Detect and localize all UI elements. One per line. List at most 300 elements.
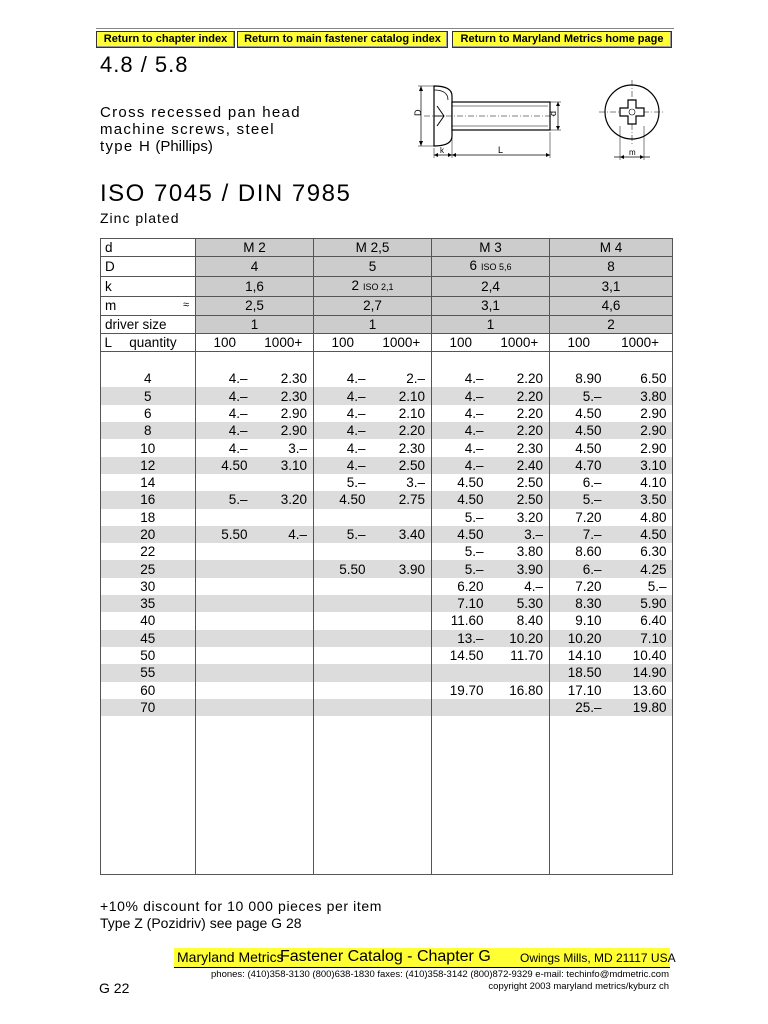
qty-1000-header: 1000+ [372, 333, 432, 351]
price-100-cell: 4.– [196, 439, 254, 456]
price-row [101, 509, 673, 526]
length-cell: 35 [101, 595, 196, 612]
spec-label-text: d [105, 240, 113, 256]
length-cell: 18 [140, 509, 156, 525]
price-1000-cell [372, 682, 432, 699]
spec-value [314, 239, 432, 257]
price-row [101, 578, 673, 595]
price-row [101, 647, 673, 664]
copyright: copyright 2003 maryland metrics/kyburz ch [488, 981, 669, 992]
spec-value-text: 2 [351, 278, 360, 294]
price-1000-cell: 2.30 [516, 440, 544, 456]
pozidriv-note: Type Z (Pozidriv) see page G 28 [100, 915, 302, 931]
price-1000-cell [254, 560, 314, 577]
footer-bar [174, 948, 676, 968]
price-100-cell [432, 664, 490, 681]
price-100-cell: 4.– [314, 370, 372, 387]
price-1000-cell: 3.80 [608, 387, 673, 404]
price-100-cell: 7.10 [432, 595, 490, 612]
spec-value-text: 4 [250, 259, 259, 275]
price-100-cell: 14.10 [550, 647, 608, 664]
spec-label [101, 257, 196, 277]
price-1000-cell: 4.– [524, 578, 544, 594]
price-1000-cell: 10.40 [632, 648, 667, 664]
price-1000-cell [254, 474, 314, 491]
top-navigation-bar [96, 28, 674, 49]
spec-label-text: driver size [105, 316, 167, 332]
price-1000-cell [372, 543, 432, 560]
price-100-cell: 4.50 [432, 526, 490, 543]
price-1000-cell: 14.90 [608, 664, 673, 681]
description-line-1: Cross recessed pan head [100, 104, 301, 121]
price-1000-cell: 2.20 [490, 422, 550, 439]
price-100-cell: 4.50 [432, 474, 490, 491]
length-cell: 6 [143, 405, 152, 421]
price-row [101, 422, 673, 439]
spec-value [432, 297, 550, 315]
price-100-cell: 13.– [432, 630, 490, 647]
qty-1000-header: 1000+ [608, 333, 673, 351]
qty-100-header: 100 [196, 333, 254, 351]
price-1000-cell [254, 543, 314, 560]
length-quantity-header [101, 333, 196, 351]
spec-iso-note: ISO 5,6 [481, 262, 512, 273]
spec-value [314, 277, 432, 297]
price-1000-cell [254, 682, 314, 699]
price-100-cell [196, 543, 254, 560]
length-cell: 30 [140, 578, 156, 594]
price-1000-cell: 19.80 [608, 699, 673, 716]
price-100-cell [196, 664, 254, 681]
price-100-cell [314, 509, 372, 526]
price-100-cell: 4.50 [550, 439, 608, 456]
price-1000-cell: 2.20 [516, 405, 544, 421]
price-1000-cell: 3.40 [372, 526, 432, 543]
price-100-cell [196, 509, 254, 526]
dim-m-label: m [629, 148, 636, 157]
price-1000-cell [372, 647, 432, 664]
price-1000-cell [372, 595, 432, 612]
price-1000-cell: 4.– [254, 526, 314, 543]
price-100-cell: 5.– [196, 491, 254, 508]
price-100-cell: 4.– [196, 387, 254, 404]
spec-value [432, 239, 550, 257]
price-row [101, 387, 673, 404]
spec-value-text: 2,5 [245, 298, 264, 314]
qty-100-header: 100 [314, 333, 372, 351]
price-1000-cell: 3.– [406, 475, 426, 491]
price-row [101, 699, 673, 716]
notes [100, 898, 382, 932]
spec-value-text: 5 [368, 259, 377, 275]
price-100-cell: 25.– [550, 699, 608, 716]
spec-value [550, 239, 673, 257]
length-cell: 14 [140, 475, 156, 491]
price-100-cell [314, 682, 372, 699]
price-100-cell: 4.– [196, 405, 254, 422]
spec-value [196, 239, 314, 257]
price-100-cell [196, 630, 254, 647]
price-1000-cell: 3.– [490, 526, 550, 543]
price-100-cell [314, 543, 372, 560]
price-100-cell [196, 647, 254, 664]
price-1000-cell: 11.70 [510, 648, 544, 664]
spec-row [101, 239, 673, 257]
length-cell: 16 [101, 491, 196, 508]
spec-value [550, 297, 673, 315]
price-1000-cell: 10.20 [490, 630, 550, 647]
spec-value-text: 3,1 [481, 298, 500, 314]
price-100-cell: 5.– [550, 491, 608, 508]
price-1000-cell: 2.20 [516, 371, 544, 387]
price-100-cell: 9.10 [550, 612, 608, 629]
contact-info: phones: (410)358-3130 (800)638-1830 faxes: (410)358-3142 (800)872-9329 e-mail: techinfo@mdmetric.com [211, 969, 669, 980]
price-row [101, 560, 673, 577]
chapter-index-link[interactable]: Return to chapter index [96, 31, 235, 48]
price-1000-cell: 4.10 [640, 475, 667, 491]
length-cell: 70 [101, 699, 196, 716]
length-cell: 22 [140, 544, 156, 560]
price-1000-cell [372, 630, 432, 647]
spec-label-text: k [105, 279, 112, 295]
price-row [101, 491, 673, 508]
price-100-cell: 4.– [196, 422, 254, 439]
length-cell: 20 [101, 526, 196, 543]
price-100-cell [196, 699, 254, 716]
price-100-cell: 4.50 [550, 422, 608, 439]
price-100-cell: 19.70 [432, 682, 490, 699]
spec-label [101, 297, 196, 315]
price-100-cell: 6.– [550, 560, 608, 577]
price-100-cell: 5.50 [196, 526, 254, 543]
price-100-cell: 5.– [432, 560, 490, 577]
price-1000-cell: 3.90 [490, 560, 550, 577]
price-100-cell: 4.– [432, 405, 490, 422]
length-cell: 10 [140, 440, 156, 456]
price-100-cell: 4.– [432, 439, 490, 456]
spec-row [101, 257, 673, 277]
description-drive-name: (Phillips) [155, 138, 213, 155]
price-1000-cell: 2.50 [372, 457, 432, 474]
price-table [100, 238, 673, 716]
price-row [101, 612, 673, 629]
price-1000-cell [254, 612, 314, 629]
price-row [101, 664, 673, 681]
price-1000-cell [254, 509, 314, 526]
spec-label-text: m [105, 298, 117, 314]
length-cell: 5 [101, 387, 196, 404]
price-1000-cell: 2.75 [372, 491, 432, 508]
price-100-cell [432, 699, 490, 716]
spec-label-text: D [105, 259, 115, 275]
spec-row [101, 297, 673, 315]
dim-L-label: L [498, 145, 504, 155]
spec-value [432, 277, 550, 297]
spec-iso-note: ISO 2,1 [363, 282, 394, 293]
description-line-2: machine screws, steel [100, 121, 275, 138]
spec-value-text: 1 [250, 316, 259, 332]
price-1000-cell: 3.90 [372, 560, 432, 577]
price-100-cell: 5.– [432, 543, 490, 560]
price-100-cell: 4.70 [550, 457, 608, 474]
price-100-cell: 14.50 [432, 647, 490, 664]
price-1000-cell: 5.– [647, 578, 667, 594]
spec-value-text: 2,7 [363, 298, 382, 314]
length-cell: 45 [101, 630, 196, 647]
price-1000-cell: 2.30 [398, 440, 426, 456]
price-1000-cell [372, 578, 432, 595]
price-1000-cell: 3.10 [254, 457, 314, 474]
price-100-cell: 4.– [314, 439, 372, 456]
spec-value-text: 2 [607, 316, 615, 332]
price-1000-cell: 6.50 [640, 371, 667, 387]
spec-value-text: M 2 [243, 240, 266, 256]
price-1000-cell: 2.30 [254, 387, 314, 404]
home-page-link[interactable]: Return to Maryland Metrics home page [452, 31, 672, 48]
spec-row [101, 315, 673, 333]
finish-label: Zinc plated [100, 210, 180, 226]
price-1000-cell: 3.20 [516, 509, 544, 525]
spec-value [314, 315, 432, 333]
price-1000-cell: 6.40 [640, 613, 667, 629]
price-100-cell [314, 647, 372, 664]
price-100-cell [314, 664, 372, 681]
price-row [101, 405, 673, 422]
price-1000-cell: 4.25 [608, 560, 673, 577]
spec-value [314, 257, 432, 277]
price-1000-cell [254, 647, 314, 664]
spec-value-text: M 2,5 [355, 240, 390, 256]
price-100-cell [196, 612, 254, 629]
price-1000-cell: 5.30 [490, 595, 550, 612]
price-1000-cell: 2.40 [490, 457, 550, 474]
catalog-index-link[interactable]: Return to main fastener catalog index [237, 31, 448, 48]
description-type: type H [100, 138, 152, 155]
spec-value [314, 297, 432, 315]
price-100-cell: 18.50 [550, 664, 608, 681]
price-row [101, 630, 673, 647]
price-row [101, 595, 673, 612]
price-row [101, 474, 673, 491]
price-1000-cell: 6.30 [640, 544, 667, 560]
price-1000-cell: 2.10 [398, 405, 426, 421]
column-header-row [101, 333, 673, 351]
price-1000-cell: 16.80 [509, 682, 544, 698]
qty-100-header: 100 [432, 333, 490, 351]
footer-company: Maryland Metrics [177, 949, 284, 965]
length-cell: 55 [101, 664, 196, 681]
price-row [101, 526, 673, 543]
spec-value-text: 3,1 [601, 279, 621, 295]
spec-row [101, 277, 673, 297]
spec-value-text: M 4 [599, 240, 623, 256]
discount-note: +10% discount for 10 000 pieces per item [100, 898, 382, 914]
spec-value [196, 297, 314, 315]
footer-catalog: Fastener Catalog - Chapter G [280, 948, 491, 965]
price-row [101, 439, 673, 456]
qty-100-header: 100 [550, 333, 608, 351]
length-label: L [104, 335, 112, 351]
price-1000-cell [372, 664, 432, 681]
footer-location: Owings Mills, MD 21117 USA [520, 951, 676, 965]
spec-value [196, 257, 314, 277]
price-1000-cell: 3.10 [608, 457, 673, 474]
price-100-cell [196, 474, 254, 491]
price-100-cell: 17.10 [550, 682, 608, 699]
spec-value-text: 2,4 [481, 279, 500, 295]
price-100-cell [196, 595, 254, 612]
length-cell: 4 [143, 371, 152, 387]
dim-d-label: d [548, 110, 558, 116]
price-1000-cell: 2.90 [280, 405, 308, 421]
dim-k-label: k [440, 146, 444, 155]
spacer-row [101, 352, 673, 371]
length-cell: 50 [140, 648, 156, 664]
price-100-cell: 7.20 [550, 578, 608, 595]
price-1000-cell: 2.90 [254, 422, 314, 439]
spec-value [550, 257, 673, 277]
spec-value-text: 4,6 [601, 298, 621, 314]
length-cell: 12 [101, 457, 196, 474]
price-100-cell: 4.50 [550, 405, 608, 422]
spec-label [101, 277, 196, 297]
price-100-cell: 5.50 [314, 560, 372, 577]
spec-value-text: 1 [368, 316, 377, 332]
price-100-cell: 6.20 [432, 578, 490, 595]
price-1000-cell [254, 595, 314, 612]
price-100-cell: 11.60 [432, 612, 490, 629]
price-1000-cell [490, 664, 550, 681]
price-100-cell: 4.– [432, 422, 490, 439]
price-1000-cell [372, 612, 432, 629]
price-1000-cell: 2.– [406, 371, 426, 387]
price-row [101, 682, 673, 699]
price-1000-cell [254, 630, 314, 647]
price-1000-cell: 3.20 [254, 491, 314, 508]
price-100-cell: 4.– [432, 370, 490, 387]
price-1000-cell [254, 664, 314, 681]
price-100-cell: 4.– [314, 457, 372, 474]
price-row [101, 543, 673, 560]
price-1000-cell: 2.90 [640, 440, 667, 456]
standard-title: ISO 7045 / DIN 7985 [100, 180, 352, 207]
price-100-cell: 6.– [550, 474, 608, 491]
price-100-cell: 4.50 [314, 491, 372, 508]
price-100-cell: 8.60 [550, 543, 608, 560]
price-100-cell [314, 612, 372, 629]
price-1000-cell: 2.20 [490, 387, 550, 404]
price-1000-cell: 3.– [288, 440, 308, 456]
spec-value-text: M 3 [479, 240, 502, 256]
price-100-cell: 5.– [314, 526, 372, 543]
price-1000-cell: 8.40 [516, 613, 544, 629]
approx-symbol: ≈ [182, 299, 189, 312]
spec-value [432, 257, 550, 277]
spec-value-text: 6 [469, 258, 478, 274]
price-100-cell: 4.– [314, 405, 372, 422]
price-1000-cell: 2.20 [372, 422, 432, 439]
spec-value-text: 1,6 [245, 279, 264, 295]
price-100-cell [314, 578, 372, 595]
price-100-cell [314, 699, 372, 716]
price-1000-cell: 2.50 [490, 491, 550, 508]
length-cell: 25 [101, 560, 196, 577]
price-100-cell: 8.90 [550, 370, 608, 387]
price-1000-cell: 4.50 [608, 526, 673, 543]
price-100-cell [314, 595, 372, 612]
spec-label [101, 315, 196, 333]
price-1000-cell: 4.80 [640, 509, 667, 525]
price-row [101, 457, 673, 474]
spec-value [196, 315, 314, 333]
price-100-cell: 4.– [432, 457, 490, 474]
spec-value [196, 277, 314, 297]
price-1000-cell [254, 699, 314, 716]
price-1000-cell [254, 578, 314, 595]
spec-value [550, 315, 673, 333]
price-100-cell [196, 682, 254, 699]
price-1000-cell: 5.90 [608, 595, 673, 612]
price-row [101, 370, 673, 387]
spec-value [550, 277, 673, 297]
product-description [100, 104, 301, 155]
price-1000-cell: 7.10 [608, 630, 673, 647]
length-cell: 8 [101, 422, 196, 439]
spec-label [101, 239, 196, 257]
price-100-cell: 4.– [196, 370, 254, 387]
price-100-cell: 5.– [314, 474, 372, 491]
price-100-cell: 4.50 [196, 457, 254, 474]
spec-value-text: 1 [486, 316, 495, 332]
price-100-cell: 7.– [550, 526, 608, 543]
spec-value-text: 8 [607, 259, 615, 275]
price-100-cell [314, 630, 372, 647]
dim-D-label: D [413, 109, 423, 116]
price-1000-cell [490, 699, 550, 716]
price-100-cell: 7.20 [550, 509, 608, 526]
screw-drawing [404, 76, 670, 162]
price-100-cell: 10.20 [550, 630, 608, 647]
price-100-cell: 5.– [432, 509, 490, 526]
price-100-cell: 4.50 [432, 491, 490, 508]
quantity-label: quantity [129, 335, 177, 351]
price-1000-cell: 2.90 [608, 422, 673, 439]
property-class-title: 4.8 / 5.8 [100, 52, 189, 77]
price-1000-cell: 2.50 [516, 475, 544, 491]
price-100-cell: 5.– [550, 387, 608, 404]
price-100-cell [196, 578, 254, 595]
qty-1000-header: 1000+ [254, 333, 314, 351]
price-100-cell [196, 560, 254, 577]
qty-1000-header: 1000+ [490, 333, 550, 351]
price-1000-cell: 2.30 [280, 371, 308, 387]
length-cell: 40 [140, 613, 156, 629]
price-100-cell: 8.30 [550, 595, 608, 612]
price-1000-cell [372, 699, 432, 716]
price-1000-cell: 3.80 [516, 544, 544, 560]
length-cell: 60 [140, 682, 156, 698]
spec-value [432, 315, 550, 333]
price-1000-cell: 2.90 [640, 405, 667, 421]
price-100-cell: 4.– [314, 422, 372, 439]
price-1000-cell: 3.50 [608, 491, 673, 508]
price-100-cell: 4.– [432, 387, 490, 404]
price-1000-cell: 13.60 [632, 682, 667, 698]
page-number: G 22 [99, 980, 130, 996]
price-1000-cell: 2.10 [372, 387, 432, 404]
price-1000-cell [372, 509, 432, 526]
price-100-cell: 4.– [314, 387, 372, 404]
